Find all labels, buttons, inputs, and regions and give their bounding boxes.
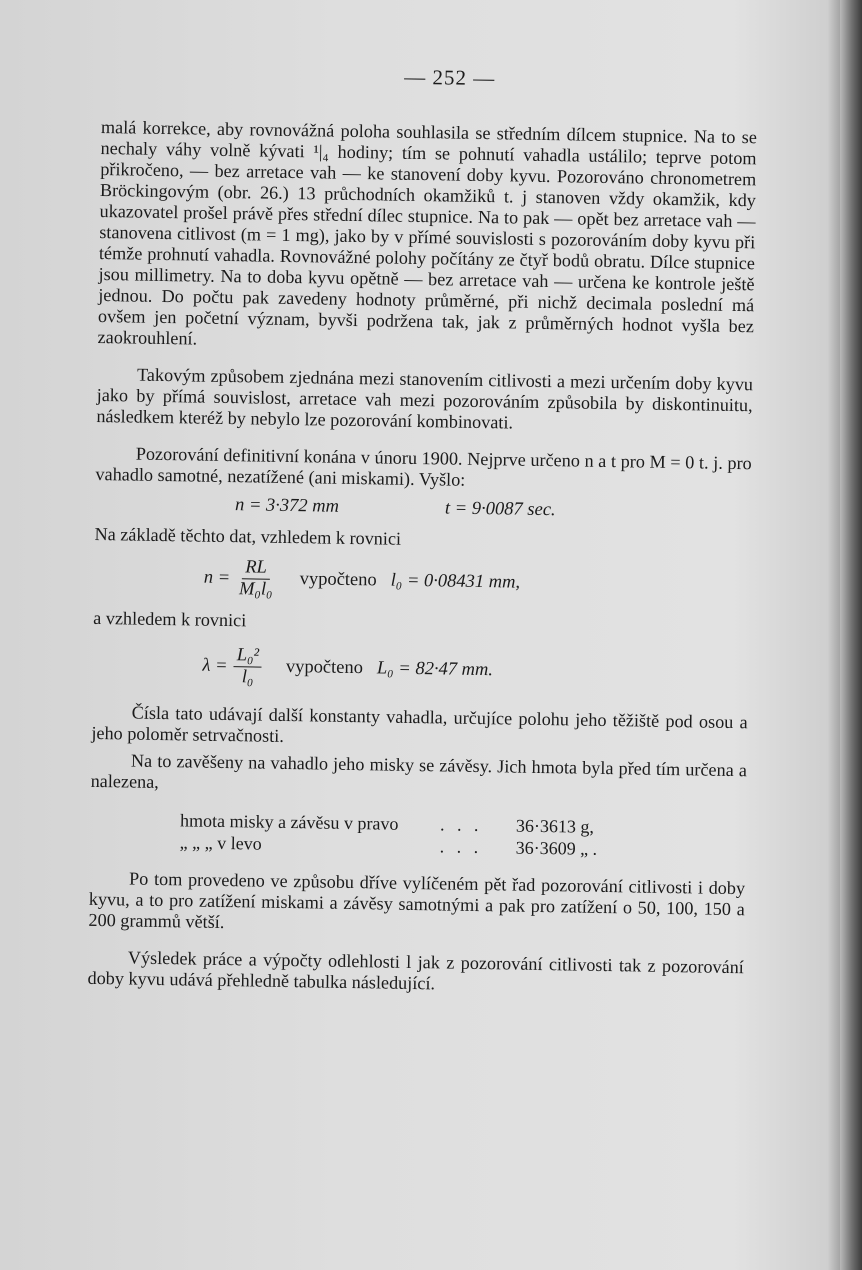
eq1-word: vypočteno	[299, 569, 377, 591]
paragraph-7: Na to zavěšeny na vahadlo jeho misky se závěsy. Jich hmota byla před tím určena a nalezena,	[90, 750, 748, 792]
paragraph-8: Po tom provedeno ve způsobu dříve vylíčeném pět řad pozorování citlivosti i doby kyvu, a to pro zatížení miskami a závěsy samotnými a pak pro zatížení o 50, 100, 150 a 200 grammů větší.	[88, 868, 746, 933]
page-edge-shadow	[840, 0, 862, 1270]
eq2-fraction	[233, 645, 262, 688]
mass-dots: . . .	[439, 836, 483, 858]
paragraph-3: Pozorování definitivní konána v únoru 1900. Nejprve určeno n a t pro M = 0 t. j. pro vahadlo samotné, nezatížené (ani miskami). Vyšlo:	[95, 443, 752, 490]
eq1-numerator: RL	[242, 557, 270, 579]
result-n: n = 3·372 mm	[234, 495, 340, 517]
eq1-denominator: M₀l₀	[238, 579, 273, 600]
equation-2	[202, 645, 749, 697]
paragraph-5: a vzhledem k rovnici	[93, 607, 247, 631]
eq2-denominator: l₀	[241, 667, 254, 688]
eq2-word: vypočteno	[285, 656, 364, 679]
mass-label: hmota misky a závěsu v pravo	[179, 810, 399, 834]
eq2-numerator: L₀²	[234, 645, 263, 667]
paragraph-4: Na základě těchto dat, vzhledem k rovnici	[94, 523, 402, 549]
eq1-fraction	[236, 557, 276, 601]
eq2-lhs: λ =	[202, 655, 228, 677]
mass-value: 36·3609 „ .	[515, 837, 598, 859]
eq1-result: l₀ = 0·08431 mm,	[390, 570, 521, 593]
paragraph-1: malá korrekce, aby rovnovážná poloha souhlasila se středním dílcem stupnice. Na to se nechaly váhy volně kývati ¹|₄ hodiny; tím se pohnutí vahadla ustálilo; teprve potom přikročeno, — bez arretace vah — ke stanovení doby kyvu. Pozorováno chronometrem Bröckingovým (obr. 26.) 13 průchodních okamžiků t. j stanoven vždy okamžik, kdy ukazovatel prošel právě přes střední dílec stupnice. Na to pak — opět bez arretace vah — stanovena citlivost (m = 1 mg), jako by v přímé souvislosti s pozorováním doby kyvu při témže prohnutí vahadla. Rovnovážné polohy počítány ze čtyř bodů obratu. Dílce stupnice jsou millimetry. Na to doba kyvu opětně — bez arretace vah — určena ke kontrole ještě jednou. Do počtu pak zavedeny hodnoty průměrné, při nichž decimala poslední má ovšem jen početní význam, byvši podržena tak, jak z průměrných hodnot vyšla bez zaokrouhlení.	[97, 116, 758, 349]
mass-table	[180, 809, 747, 862]
eq2-result: L₀ = 82·47 mm.	[376, 658, 494, 681]
paragraph-9: Výsledek práce a výpočty odlehlosti l jak z pozorování citlivosti tak z pozorování doby kyvu udává přehledně tabulka následující.	[87, 947, 744, 994]
paragraph-6: Čísla tato udávají další konstanty vahadla, určujíce polohu jeho těžiště pod osou a jeho poloměr setrvačnosti.	[91, 702, 748, 746]
mass-dots: . . .	[439, 814, 483, 836]
page-number: — 252 —	[404, 64, 496, 91]
eq1-lhs: n =	[203, 567, 231, 589]
mass-label: „ „ „ v levo	[179, 832, 262, 854]
result-t: t = 9·0087 sec.	[444, 498, 556, 521]
equation-1	[204, 557, 751, 609]
page-content	[87, 60, 758, 999]
mass-value: 36·3613 g,	[515, 815, 595, 837]
result-line-n-t	[235, 495, 751, 524]
paragraph-2: Takovým způsobem zjednána mezi stanovením citlivosti a mezi určením doby kyvu jako by přímá souvislost, arretace vah mezi pozorováním způsobila by diskontinuitu, následkem kteréž by nebylo lze pozorování kombinovati.	[96, 364, 754, 433]
